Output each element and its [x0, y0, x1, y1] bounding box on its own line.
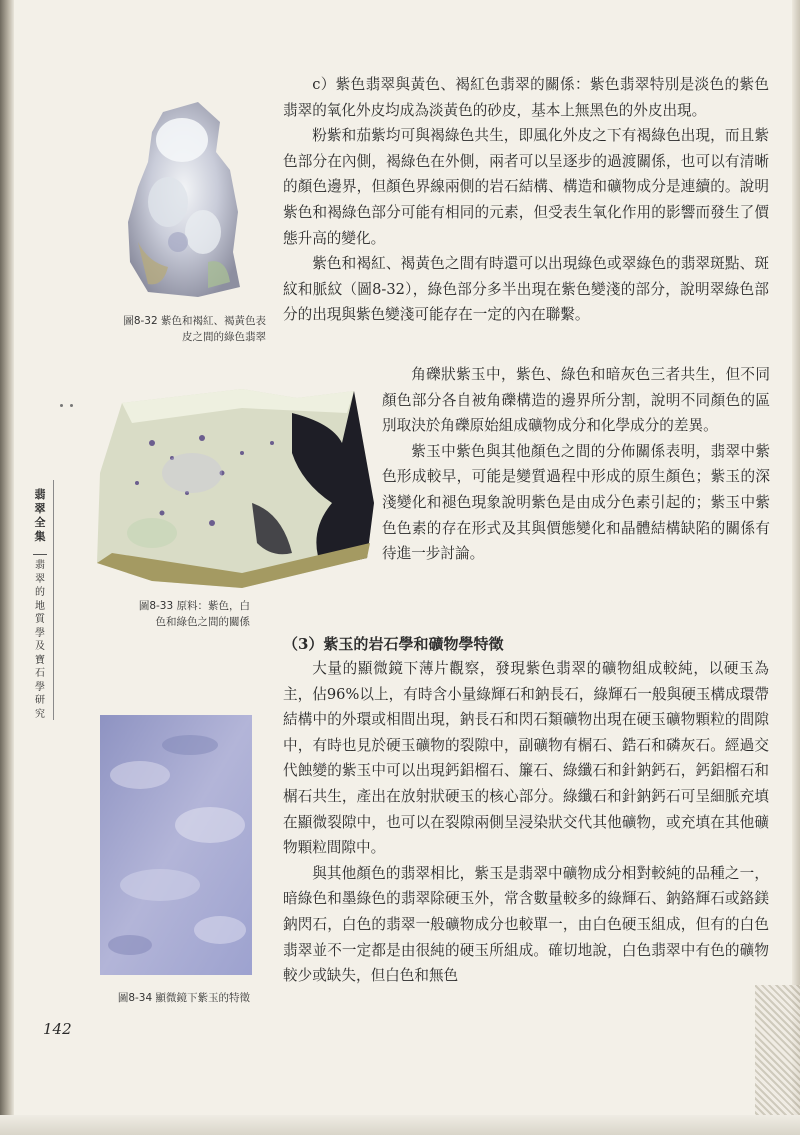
page-number: 142: [43, 1020, 72, 1038]
paragraph-5: 紫玉中紫色與其他顏色之間的分佈關係表明，翡翠中紫色形成較早，可能是變質過程中形成的原生顏色；紫玉的深淺變化和褪色現象說明紫色是由成分色素引起的；紫玉中紫色色素的存在形式及其與價態變化和晶體結構缺陷的關係有待進一步討論。: [382, 442, 770, 563]
figure-8-33-caption: 圖8-33 原料：紫色，白色和綠色之間的關係: [138, 600, 250, 628]
paragraph-2: 粉紫和茄紫均可與褐綠色共生，即風化外皮之下有褐綠色出現，而且紫色部分在內側，褐綠色在外側，兩者可以呈逐步的過渡關係，也可以有清晰的顏色邊界，但顏色界線兩側的岩石結構、構造和礦物成分是連續的。說明紫色和褐綠色部分可能有相同的元素，但受表生氧化作用的影響而發生了價態升高的變化。: [283, 127, 769, 247]
paragraph-4: 角礫狀紫玉中，紫色、綠色和暗灰色三者共生，但不同顏色部分各自被角礫構造的邊界所分割，說明不同顏色的區別取決於角礫原始組成礦物成分和化學成分的差異。: [382, 366, 770, 435]
margin-dot: [70, 404, 73, 407]
figure-8-32-image: [108, 92, 268, 302]
text-block-middle: [382, 362, 770, 567]
section-heading: （3）紫玉的岩石學和礦物學特徵: [283, 635, 504, 653]
paragraph-6: 大量的顯微鏡下薄片觀察，發現紫色翡翠的礦物組成較純，以硬玉為主，佔96%以上，有時含小量綠輝石和鈉長石，綠輝石一般與硬玉構成環帶結構中的外環或相間出現，鈉長石和閃石類礦物出現在硬玉礦物顆粒的間隙中，有時也見於硬玉礦物的裂隙中，副礦物有榍石、鋯石和磷灰石。經過交代蝕變的紫玉中可以出現鈣鋁榴石、簾石、綠纖石和針鈉鈣石，鈣鋁榴石和榍石共生，產出在放射狀硬玉的核心部分。綠纖石和針鈉鈣石可呈細脈充填在顯微裂隙中，也可以在裂隙兩側呈浸染狀交代其他礦物，或充填在其他礦物顆粒間隙中。: [283, 660, 769, 857]
sidebar-book-title: 翡翠全集: [34, 488, 46, 543]
figure-8-34-caption: 圖8-34 顯微鏡下紫玉的特徵: [117, 992, 250, 1004]
paragraph-3: 紫色和褐紅、褐黃色之間有時還可以出現綠色或翠綠色的翡翠斑點、斑紋和脈紋（圖8-32），綠色部分多半出現在紫色變淺的部分，說明翠綠色部分的出現與紫色變淺可能存在一定的內在聯繫。: [283, 255, 769, 324]
figure-8-33-image: [92, 383, 377, 593]
paragraph-7: 與其他顏色的翡翠相比，紫玉是翡翠中礦物成分相對較純的品種之一，暗綠色和墨綠色的翡翠除硬玉外，常含數量較多的綠輝石、鈉鉻輝石或鉻鎂鈉閃石，白色的翡翠一般礦物成分也較單一，由白色硬玉組成，但有的白色翡翠並不一定都是由很純的硬玉所組成。確切地說，白色翡翠中有色的礦物較少或缺失，但白色和無色: [283, 864, 769, 985]
sidebar-divider: [53, 480, 54, 720]
page-edge: [792, 0, 800, 1135]
figure-8-32-caption: 圖8-32 紫色和褐紅、褐黃色表皮之間的綠色翡翠: [123, 315, 266, 343]
book-spine-shadow: [0, 0, 14, 1135]
page-edge-hatching: [755, 985, 800, 1135]
figure-8-34-image: [100, 715, 252, 975]
paragraph-1: c）紫色翡翠與黃色、褐紅色翡翠的關係：紫色翡翠特別是淡色的紫色翡翠的氧化外皮均成為淡黃色的砂皮，基本上無黑色的外皮出現。: [283, 76, 769, 119]
bottom-page-shadow: [0, 1115, 800, 1135]
margin-dot: [60, 404, 63, 407]
sidebar-chapter-title: 翡翠的地質學及寶石學研究: [33, 554, 47, 721]
text-block-bottom: [283, 656, 769, 989]
text-block-top: [283, 72, 769, 328]
